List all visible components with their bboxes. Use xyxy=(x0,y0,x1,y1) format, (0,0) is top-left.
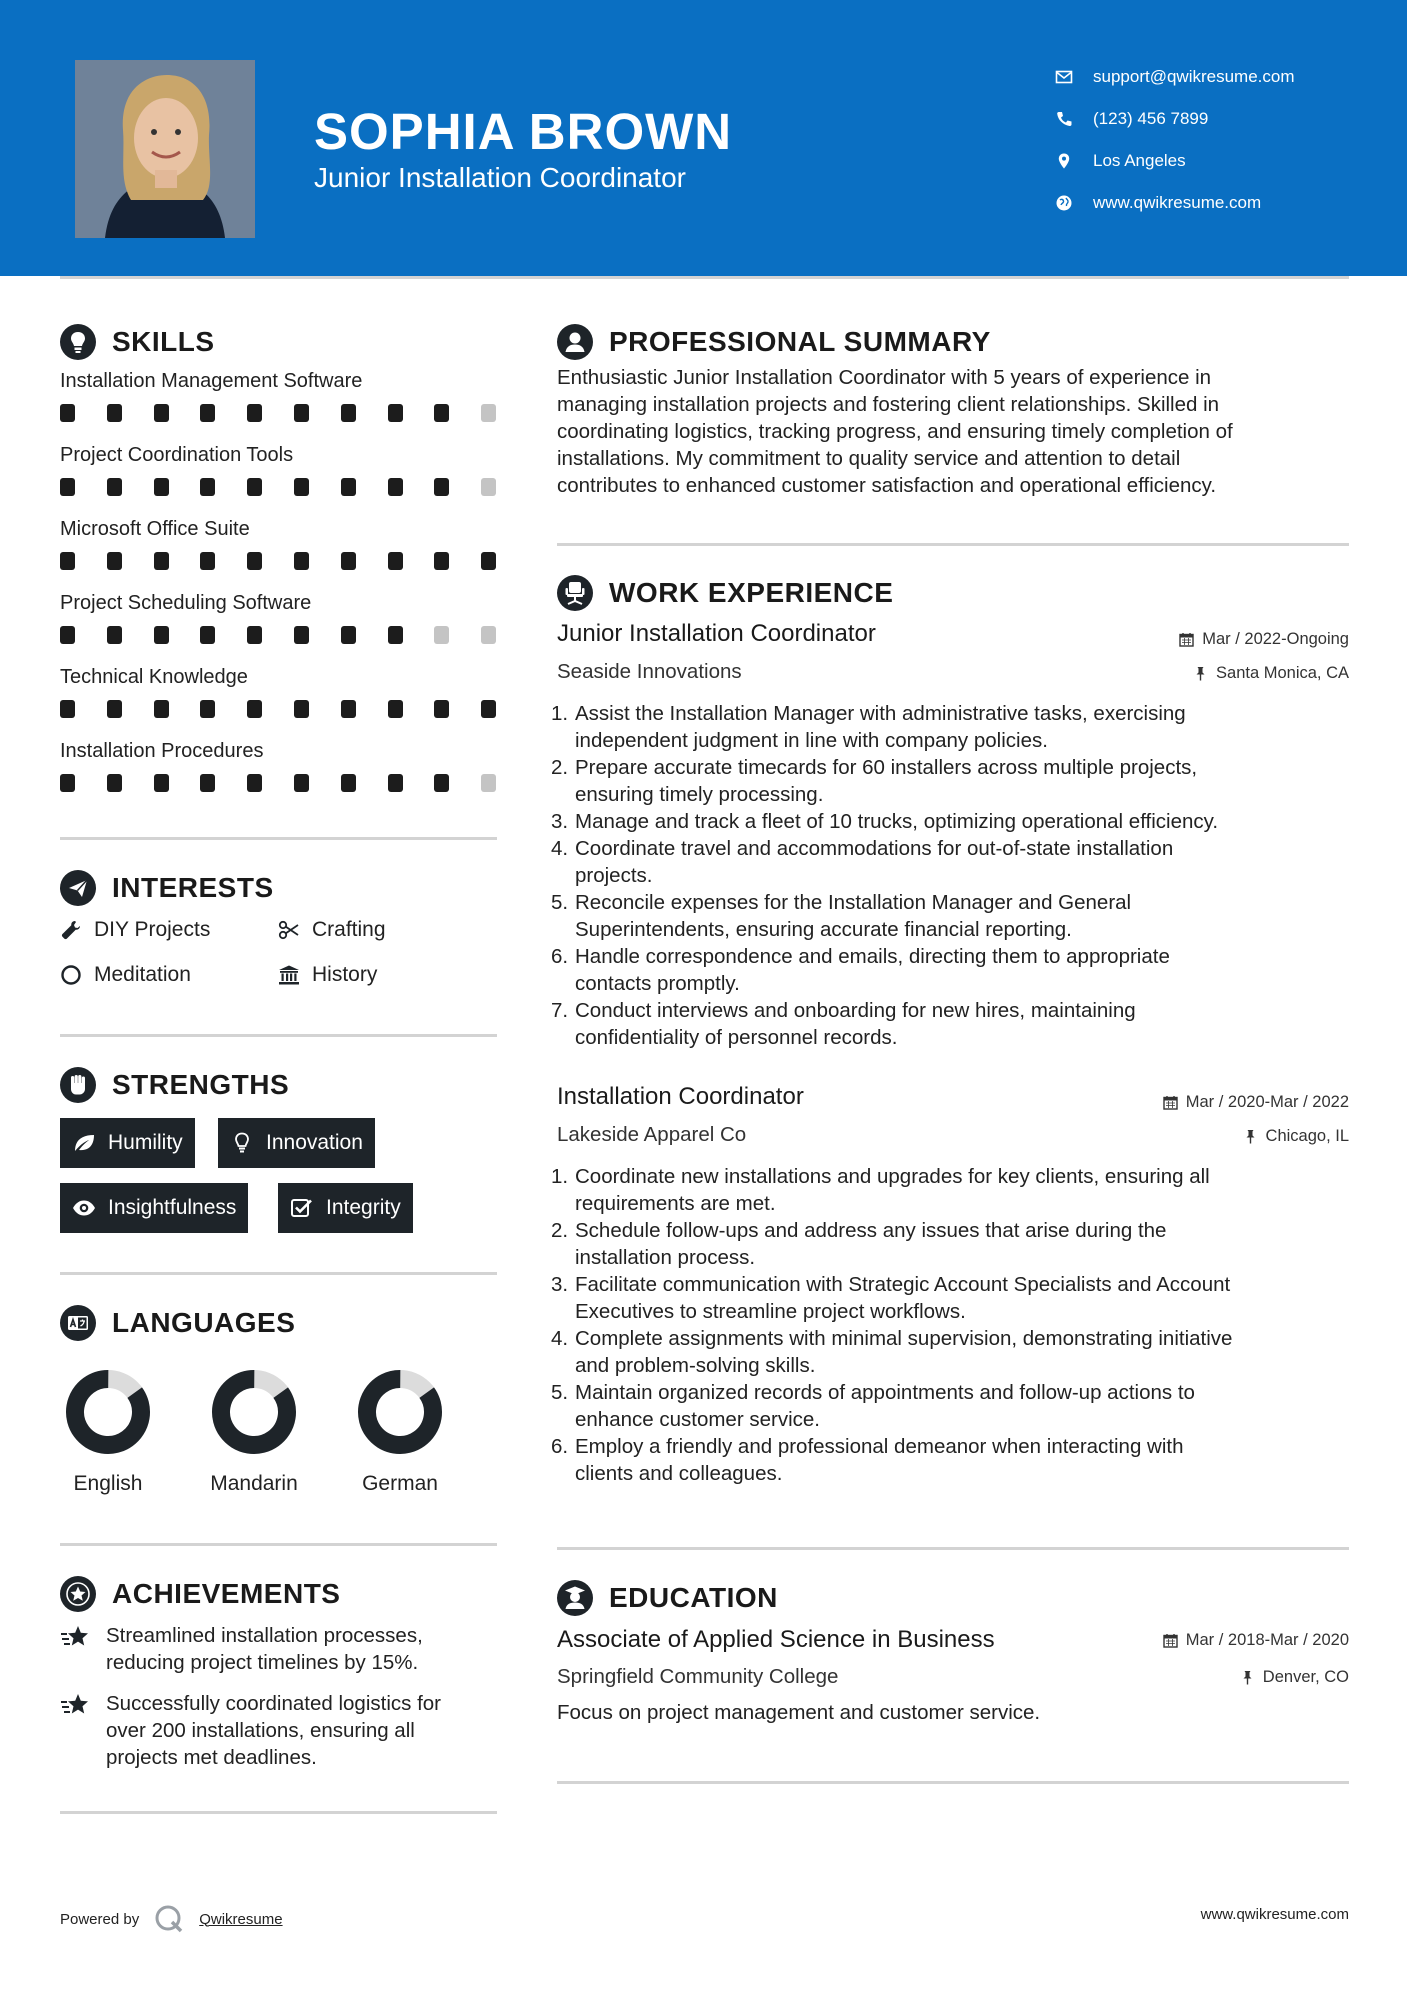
skill-rating-dot xyxy=(434,552,449,570)
skill-rating xyxy=(60,470,500,514)
duty-line: installation process. xyxy=(575,1246,756,1269)
language-ring xyxy=(64,1368,152,1456)
summary-line: installations. My commitment to quality service and attention to detail xyxy=(557,447,1181,470)
education-degree: Associate of Applied Science in Business xyxy=(557,1626,995,1653)
duty-line: Prepare accurate timecards for 60 installers across multiple projects, xyxy=(575,756,1198,779)
duty-item xyxy=(551,889,1349,943)
calendar-icon xyxy=(1163,1633,1178,1648)
skill-rating-dot xyxy=(294,478,309,496)
skill-rating-dot xyxy=(294,552,309,570)
duty-item xyxy=(551,943,1349,997)
education-location-text: Denver, CO xyxy=(1262,1668,1349,1686)
shooting-star-icon xyxy=(60,1624,90,1650)
summary-line: managing installation projects and fostering client relationships. Skilled in xyxy=(557,393,1220,416)
envelope-icon xyxy=(1055,68,1073,86)
strengths-title: STRENGTHS xyxy=(112,1069,290,1100)
job-dates xyxy=(1179,630,1349,649)
skills-heading xyxy=(60,322,500,362)
duty-item xyxy=(551,754,1349,808)
skill-rating-dot xyxy=(247,700,262,718)
skill-rating-dot xyxy=(341,552,356,570)
skill-rating xyxy=(60,692,500,736)
skill-rating-dot xyxy=(388,478,403,496)
skill-rating-dot xyxy=(154,478,169,496)
duty-number: 6. xyxy=(551,945,569,968)
skill-rating xyxy=(60,766,500,810)
strength-chip-humility xyxy=(60,1118,195,1168)
job-location-text: Santa Monica, CA xyxy=(1216,664,1349,682)
duty-line: Conduct interviews and onboarding for new hires, maintaining xyxy=(575,999,1136,1022)
duty-line: contacts promptly. xyxy=(575,972,740,995)
skill-rating xyxy=(60,396,500,440)
duty-item xyxy=(551,1433,1349,1487)
education-school: Springfield Community College xyxy=(557,1665,839,1688)
language-label: English xyxy=(73,1472,143,1495)
divider xyxy=(557,1781,1349,1784)
job-dates-text: Mar / 2020-Mar / 2022 xyxy=(1185,1093,1349,1111)
lightbulb-icon xyxy=(60,324,96,360)
pushpin-icon xyxy=(1243,1129,1258,1144)
user-icon xyxy=(557,324,593,360)
education-title: EDUCATION xyxy=(609,1582,778,1613)
education-location xyxy=(1240,1668,1349,1687)
skill-rating-dot xyxy=(294,404,309,422)
duty-line: independent judgment in line with company policies. xyxy=(575,729,1048,752)
pushpin-icon xyxy=(1240,1670,1255,1685)
duty-item xyxy=(551,808,1349,835)
summary-title: PROFESSIONAL SUMMARY xyxy=(609,326,991,357)
fist-icon xyxy=(60,1067,96,1103)
skill-rating-dot xyxy=(107,552,122,570)
summary-line: contributes to enhanced customer satisfaction and operational efficiency. xyxy=(557,474,1217,497)
skill-rating-dot xyxy=(60,404,75,422)
skill-rating-dot xyxy=(434,404,449,422)
skill-rating-dot xyxy=(60,774,75,792)
qwikresume-link[interactable]: Qwikresume xyxy=(199,1910,283,1928)
job-title: Installation Coordinator xyxy=(557,1083,804,1110)
duty-item xyxy=(551,835,1349,889)
profile-photo xyxy=(75,60,255,238)
qwikresume-logo-icon xyxy=(153,1903,185,1935)
skills-section xyxy=(60,322,500,810)
skill-name: Project Scheduling Software xyxy=(60,592,312,614)
skill-rating-dot xyxy=(154,700,169,718)
interest-meditation xyxy=(60,963,191,987)
skill-rating-dot xyxy=(341,626,356,644)
duty-item xyxy=(551,1325,1349,1379)
language-ring-fill xyxy=(210,1368,298,1456)
achievement-item xyxy=(60,1690,441,1771)
footer-powered-by xyxy=(60,1903,283,1935)
calendar-icon xyxy=(1179,632,1194,647)
job-entry xyxy=(551,1083,1349,1503)
strength-chip-innovation xyxy=(218,1118,375,1168)
experience-heading xyxy=(557,573,1349,613)
powered-by-text: Powered by xyxy=(60,1910,140,1928)
summary-line: coordinating logistics, tracking progress, and ensuring timely completion of xyxy=(557,420,1233,443)
contact-email[interactable] xyxy=(1055,56,1395,98)
duty-line: Assist the Installation Manager with administrative tasks, exercising xyxy=(575,702,1186,725)
skill-rating-dot xyxy=(154,404,169,422)
skill-name: Technical Knowledge xyxy=(60,666,248,688)
paper-plane-icon xyxy=(60,870,96,906)
languages-heading xyxy=(60,1303,500,1343)
skill-rating-dot xyxy=(434,626,449,644)
achievement-line: Streamlined installation processes, xyxy=(106,1624,423,1647)
interest-history xyxy=(278,963,377,987)
duty-item xyxy=(551,997,1349,1051)
duty-number: 5. xyxy=(551,1381,569,1404)
contact-location-text: Los Angeles xyxy=(1093,151,1186,170)
duty-line: Coordinate new installations and upgrades for key clients, ensuring all xyxy=(575,1165,1210,1188)
duty-line: clients and colleagues. xyxy=(575,1462,783,1485)
skill-rating xyxy=(60,618,500,662)
job-dates xyxy=(1163,1093,1349,1112)
skill-rating-dot xyxy=(294,700,309,718)
divider xyxy=(60,1811,497,1814)
skills-title: SKILLS xyxy=(112,326,215,357)
achievements-section xyxy=(60,1574,500,1784)
strength-label: Insightfulness xyxy=(108,1196,237,1219)
resume-header xyxy=(0,0,1407,276)
job-location xyxy=(1193,664,1349,683)
contact-location xyxy=(1055,140,1395,182)
eye-icon xyxy=(72,1197,96,1219)
language-ring xyxy=(356,1368,444,1456)
skill-rating-dot xyxy=(294,774,309,792)
footer-website[interactable]: www.qwikresume.com xyxy=(1200,1906,1349,1923)
skill-rating-dot xyxy=(481,700,496,718)
language-label: German xyxy=(362,1472,438,1495)
duty-line: ensuring timely processing. xyxy=(575,783,824,806)
duty-line: Maintain organized records of appointments and follow-up actions to xyxy=(575,1381,1195,1404)
skill-rating-dot xyxy=(481,774,496,792)
language-ring-fill xyxy=(356,1368,444,1456)
duty-item xyxy=(551,1217,1349,1271)
skill-rating-dot xyxy=(60,478,75,496)
contact-list xyxy=(1055,56,1395,224)
language-english xyxy=(38,1368,178,1496)
language-card-icon xyxy=(60,1305,96,1341)
skill-rating-dot xyxy=(247,626,262,644)
skill-rating-dot xyxy=(154,774,169,792)
language-ring xyxy=(210,1368,298,1456)
circle-icon xyxy=(60,964,82,986)
duty-number: 7. xyxy=(551,999,569,1022)
duty-number: 6. xyxy=(551,1435,569,1458)
duty-number: 3. xyxy=(551,1273,569,1296)
skill-rating-dot xyxy=(247,774,262,792)
duty-line: Complete assignments with minimal supervision, demonstrating initiative xyxy=(575,1327,1233,1350)
strengths-heading xyxy=(60,1065,500,1105)
skill-rating xyxy=(60,544,500,588)
achievement-line: reducing project timelines by 15%. xyxy=(106,1651,419,1674)
summary-line: Enthusiastic Junior Installation Coordinator with 5 years of experience in xyxy=(557,366,1212,389)
skill-rating-dot xyxy=(388,552,403,570)
education-dates xyxy=(1163,1631,1349,1650)
scissors-icon xyxy=(278,919,300,941)
interest-label: Meditation xyxy=(94,963,191,986)
skill-rating-dot xyxy=(481,478,496,496)
skill-rating-dot xyxy=(107,774,122,792)
duty-number: 1. xyxy=(551,1165,569,1188)
duty-line: Employ a friendly and professional demeanor when interacting with xyxy=(575,1435,1184,1458)
interest-diy-projects xyxy=(60,918,210,942)
skill-rating-dot xyxy=(388,404,403,422)
divider xyxy=(557,543,1349,546)
skill-name: Project Coordination Tools xyxy=(60,444,294,466)
phone-icon xyxy=(1055,110,1073,128)
candidate-title: Junior Installation Coordinator xyxy=(314,162,686,193)
interests-heading xyxy=(60,868,500,908)
contact-email-text: support@qwikresume.com xyxy=(1093,67,1295,86)
duty-line: Coordinate travel and accommodations for out-of-state installation xyxy=(575,837,1174,860)
skill-rating-dot xyxy=(200,774,215,792)
achievement-line: over 200 installations, ensuring all xyxy=(106,1719,415,1742)
skill-rating-dot xyxy=(247,478,262,496)
job-duties xyxy=(551,700,1349,1051)
duty-line: requirements are met. xyxy=(575,1192,776,1215)
strengths-section xyxy=(60,1065,500,1235)
skill-rating-dot xyxy=(388,774,403,792)
skill-rating-dot xyxy=(388,700,403,718)
duty-number: 4. xyxy=(551,837,569,860)
skills-list xyxy=(60,366,500,810)
skill-rating-dot xyxy=(341,404,356,422)
strength-label: Innovation xyxy=(266,1131,363,1154)
duty-number: 3. xyxy=(551,810,569,833)
skill-rating-dot xyxy=(341,700,356,718)
skill-rating-dot xyxy=(107,700,122,718)
pushpin-icon xyxy=(1193,666,1208,681)
star-badge-icon xyxy=(60,1576,96,1612)
shooting-star-icon xyxy=(60,1692,90,1718)
skill-rating-dot xyxy=(481,404,496,422)
job-entry xyxy=(551,620,1349,1060)
skill-rating-dot xyxy=(481,552,496,570)
duty-item xyxy=(551,1271,1349,1325)
duty-number: 1. xyxy=(551,702,569,725)
skill-rating-dot xyxy=(200,404,215,422)
skill-rating-dot xyxy=(341,774,356,792)
education-heading xyxy=(557,1578,1349,1618)
languages-section xyxy=(60,1303,500,1503)
skill-rating-dot xyxy=(434,478,449,496)
divider xyxy=(60,1272,497,1275)
duty-line: Reconcile expenses for the Installation Manager and General xyxy=(575,891,1132,914)
duty-line: Manage and track a fleet of 10 trucks, optimizing operational efficiency. xyxy=(575,810,1219,833)
duty-line: Executives to streamline project workflows. xyxy=(575,1300,966,1323)
duty-line: and problem-solving skills. xyxy=(575,1354,816,1377)
duty-line: Handle correspondence and emails, directing them to appropriate xyxy=(575,945,1170,968)
divider xyxy=(60,1543,497,1546)
skill-name: Microsoft Office Suite xyxy=(60,518,250,540)
achievements-title: ACHIEVEMENTS xyxy=(112,1578,341,1609)
duty-line: Facilitate communication with Strategic Account Specialists and Account xyxy=(575,1273,1231,1296)
divider xyxy=(60,1034,497,1037)
duty-line: enhance customer service. xyxy=(575,1408,820,1431)
achievement-line: Successfully coordinated logistics for xyxy=(106,1692,441,1715)
duty-line: projects. xyxy=(575,864,653,887)
language-label: Mandarin xyxy=(210,1472,298,1495)
candidate-name: SOPHIA BROWN xyxy=(314,103,733,160)
job-dates-text: Mar / 2022-Ongoing xyxy=(1202,630,1349,648)
skill-rating-dot xyxy=(247,404,262,422)
skill-rating-dot xyxy=(107,626,122,644)
experience-title: WORK EXPERIENCE xyxy=(609,577,894,608)
education-description: Focus on project management and customer service. xyxy=(557,1701,1041,1724)
globe-icon xyxy=(1055,194,1073,212)
divider xyxy=(557,1547,1349,1550)
interest-crafting xyxy=(278,918,386,942)
skill-rating-dot xyxy=(434,700,449,718)
duty-line: Schedule follow-ups and address any issues that arise during the xyxy=(575,1219,1167,1242)
strength-label: Humility xyxy=(108,1131,183,1154)
skill-rating-dot xyxy=(200,552,215,570)
skill-rating-dot xyxy=(247,552,262,570)
divider xyxy=(60,837,497,840)
duty-number: 5. xyxy=(551,891,569,914)
experience-section xyxy=(557,573,1349,613)
skill-rating-dot xyxy=(434,774,449,792)
office-chair-icon xyxy=(557,575,593,611)
achievement-line: projects met deadlines. xyxy=(106,1746,317,1769)
skill-rating-dot xyxy=(341,478,356,496)
job-location xyxy=(1243,1127,1349,1146)
education-dates-text: Mar / 2018-Mar / 2020 xyxy=(1185,1631,1349,1649)
skill-rating-dot xyxy=(154,552,169,570)
contact-phone-text: (123) 456 7899 xyxy=(1093,109,1209,128)
job-title: Junior Installation Coordinator xyxy=(557,620,876,647)
education-section xyxy=(557,1578,1349,1738)
contact-website[interactable] xyxy=(1055,182,1395,224)
skill-rating-dot xyxy=(481,626,496,644)
contact-phone[interactable] xyxy=(1055,98,1395,140)
language-german xyxy=(330,1368,470,1496)
museum-icon xyxy=(278,964,300,986)
calendar-icon xyxy=(1163,1095,1178,1110)
job-duties xyxy=(551,1163,1349,1487)
languages-title: LANGUAGES xyxy=(112,1307,296,1338)
graduate-icon xyxy=(557,1580,593,1616)
skill-rating-dot xyxy=(60,626,75,644)
language-ring-fill xyxy=(64,1368,152,1456)
skill-rating-dot xyxy=(60,700,75,718)
skill-rating-dot xyxy=(200,478,215,496)
skill-rating-dot xyxy=(294,626,309,644)
skill-rating-dot xyxy=(200,700,215,718)
summary-section xyxy=(557,322,1349,499)
skill-rating-dot xyxy=(107,404,122,422)
summary-heading xyxy=(557,322,1349,362)
interests-section xyxy=(60,868,500,1008)
skill-rating-dot xyxy=(60,552,75,570)
duty-item xyxy=(551,1163,1349,1217)
map-pin-icon xyxy=(1055,152,1073,170)
interest-label: History xyxy=(312,963,378,986)
leaf-icon xyxy=(72,1132,96,1154)
strength-chip-insightfulness xyxy=(60,1183,248,1233)
duty-number: 2. xyxy=(551,756,569,779)
interests-title: INTERESTS xyxy=(112,872,274,903)
skill-rating-dot xyxy=(388,626,403,644)
strength-chip-integrity xyxy=(278,1183,413,1233)
job-company: Seaside Innovations xyxy=(557,660,742,683)
interest-label: Crafting xyxy=(312,918,386,941)
summary-text xyxy=(557,364,1349,499)
wrench-icon xyxy=(60,919,82,941)
contact-website-text: www.qwikresume.com xyxy=(1093,193,1262,212)
skill-rating-dot xyxy=(154,626,169,644)
duty-number: 4. xyxy=(551,1327,569,1350)
interest-label: DIY Projects xyxy=(94,918,211,941)
check-square-icon xyxy=(290,1197,314,1219)
lightbulb-icon xyxy=(230,1132,254,1154)
language-mandarin xyxy=(184,1368,324,1496)
duty-line: confidentiality of personnel records. xyxy=(575,1026,898,1049)
achievements-heading xyxy=(60,1574,500,1614)
job-location-text: Chicago, IL xyxy=(1265,1127,1349,1145)
skill-rating-dot xyxy=(107,478,122,496)
header-divider xyxy=(60,276,1349,279)
achievement-item xyxy=(60,1622,423,1676)
skill-name: Installation Management Software xyxy=(60,370,363,392)
skill-rating-dot xyxy=(200,626,215,644)
duty-item xyxy=(551,700,1349,754)
duty-item xyxy=(551,1379,1349,1433)
strength-label: Integrity xyxy=(326,1196,401,1219)
job-company: Lakeside Apparel Co xyxy=(557,1123,747,1146)
duty-line: Superintendents, ensuring accurate financial reporting. xyxy=(575,918,1072,941)
skill-name: Installation Procedures xyxy=(60,740,264,762)
duty-number: 2. xyxy=(551,1219,569,1242)
